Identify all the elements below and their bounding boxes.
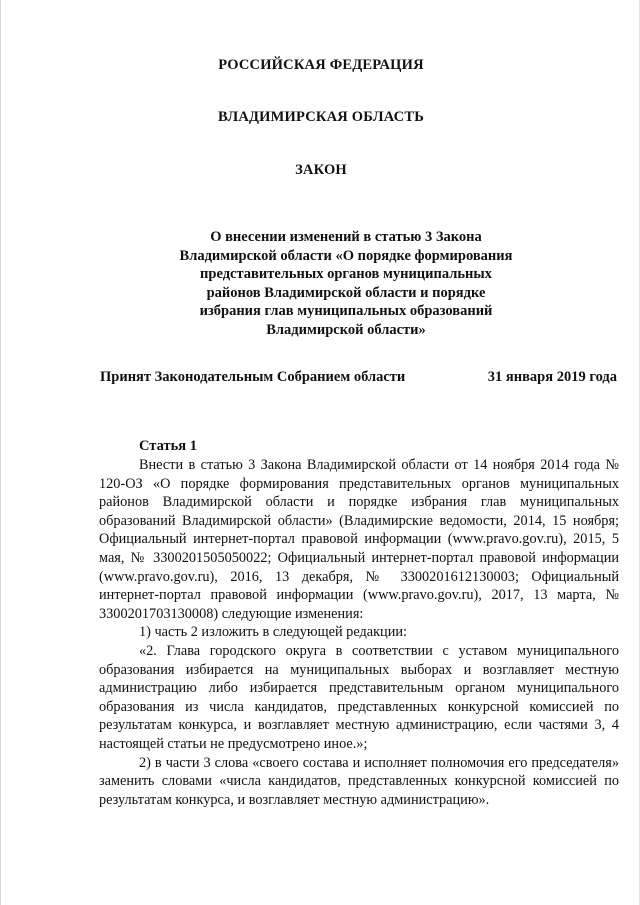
law-title-line: О внесении изменений в статью 3 Закона — [210, 229, 482, 245]
document-type-heading: ЗАКОН — [295, 162, 347, 178]
law-title-line: представительных органов муниципальных — [200, 266, 492, 282]
country-heading: РОССИЙСКАЯ ФЕДЕРАЦИЯ — [218, 57, 424, 73]
law-title-line: Владимирской области «О порядке формирования — [179, 247, 513, 264]
article-heading: Статья 1 — [139, 438, 197, 454]
adoption-date: 31 января 2019 года — [487, 369, 617, 385]
article-paragraph: «2. Глава городского округа в соответствии с уставом муниципального образования избирается на муниципальных выборах и возглавляет местную администрацию либо избирается представительным органом муниципального образования из числа кандидатов, представленных конкурсной комиссией по результатам конкурса, и возглавляет местную администрацию, если частями 3, 4 настоящей статьи не предусмотрено иное.»; — [99, 642, 619, 752]
article-paragraph: 1) часть 2 изложить в следующей редакции: — [139, 624, 407, 641]
adopted-by: Принят Законодательным Собранием области — [100, 369, 406, 385]
law-title-line: Владимирской области» — [266, 321, 426, 338]
article-paragraph: Внести в статью 3 Закона Владимирской области от 14 ноября 2014 года № 120-ОЗ «О порядке формирования представительных органов муниципальных районов Владимирской области и порядке избрания глав муниципальных образований Владимирской области» (Владимирские ведомости, 2014, 15 ноября; Официальный интернет-портал правовой информации (www.pravo.gov.ru), 2015, 5 мая, № 3300201505050022; Официальный интернет-портал правовой информации (www.pravo.gov.ru), 2016, 13 декабря, № 3300201612130003; Официальный интернет-портал правовой информации (www.pravo.gov.ru), 2017, 13 марта, № 3300201703130008) следующие изменения: — [99, 457, 619, 622]
region-heading: ВЛАДИМИРСКАЯ ОБЛАСТЬ — [218, 109, 424, 125]
article-paragraph: 2) в части 3 слова «своего состава и исполняет полномочия его председателя» заменить словами «числа кандидатов, представленных конкурсной комиссией по результатам конкурса, и возглавляет местную администрацию». — [99, 754, 619, 808]
law-title-line: районов Владимирской области и порядке — [206, 284, 486, 301]
law-title-line: избрания глав муниципальных образований — [199, 303, 493, 319]
article-body — [99, 456, 619, 809]
law-title — [151, 228, 541, 339]
